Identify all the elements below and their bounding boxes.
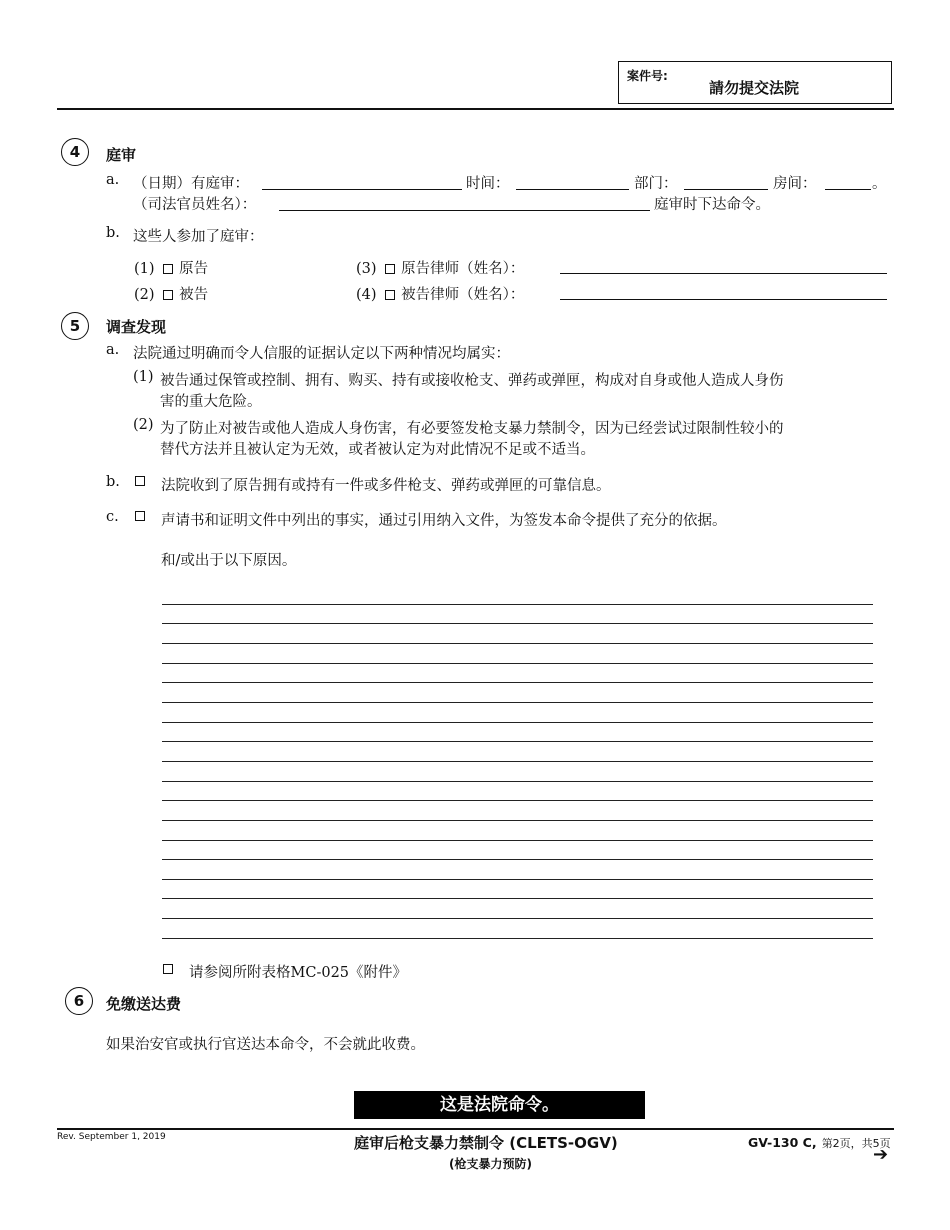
finding-2-line-2: 替代方法并且被认定为无效，或者被认定为对此情况不足或不适当。: [160, 442, 595, 458]
writing-line[interactable]: [162, 859, 873, 860]
writing-line[interactable]: [162, 604, 873, 605]
writing-line[interactable]: [162, 781, 873, 782]
section-5-number: 5: [61, 312, 89, 340]
checkbox-icon[interactable]: [385, 290, 395, 300]
hearing-dept-label: 部门：: [634, 176, 678, 192]
finding-2-line-1: 为了防止对被告或他人造成人身伤害，有必要签发枪支暴力禁制令，因为已经尝试过限制性较小的: [160, 421, 784, 437]
writing-line[interactable]: [162, 938, 873, 939]
writing-line[interactable]: [162, 702, 873, 703]
plaintiff-attorney-name-field[interactable]: [560, 273, 887, 274]
form-subtitle: (枪支暴力预防): [449, 1157, 532, 1171]
section-4b-text: 这些人参加了庭审：: [133, 229, 264, 245]
attendee-defendant[interactable]: [134, 283, 208, 304]
form-code: GV-130 C,: [748, 1135, 817, 1150]
section-6-title: 免缴送达费: [106, 995, 182, 1013]
attendee-plaintiff[interactable]: [134, 257, 208, 278]
court-order-banner: 这是法院命令。: [354, 1091, 645, 1119]
writing-line[interactable]: [162, 840, 873, 841]
section-6-text: 如果治安官或执行官送达本命令，不会就此收费。: [106, 1037, 425, 1053]
writing-line[interactable]: [162, 898, 873, 899]
checkbox-icon[interactable]: [385, 264, 395, 274]
writing-line[interactable]: [162, 879, 873, 880]
writing-line[interactable]: [162, 682, 873, 683]
attendee-label: 被告律师（姓名）：: [401, 287, 525, 303]
checkbox-5c[interactable]: [135, 511, 145, 521]
case-number-label: 案件号:: [627, 69, 668, 83]
hearing-room-field[interactable]: [825, 189, 871, 190]
attendee-defendant-attorney[interactable]: [356, 283, 524, 304]
footer-rule: [57, 1128, 894, 1130]
writing-line[interactable]: [162, 741, 873, 742]
checkbox-attachment[interactable]: [163, 964, 173, 974]
section-4-title: 庭审: [106, 146, 137, 164]
page-info: 第2页，共5页: [821, 1137, 891, 1150]
section-6-number: 6: [65, 987, 93, 1015]
hearing-period: 。: [872, 176, 887, 192]
section-5a-letter: a.: [106, 342, 120, 358]
case-number-box: [618, 61, 892, 104]
section-4-number: 4: [61, 138, 89, 166]
checkbox-icon[interactable]: [163, 290, 173, 300]
arrow-right-icon[interactable]: ➔: [873, 1144, 889, 1165]
hearing-time-label: 时间：: [466, 176, 510, 192]
hearing-date-label: （日期）有庭审：: [133, 176, 249, 192]
section-5-title: 调查发现: [106, 318, 167, 336]
hearing-date-field[interactable]: [262, 189, 462, 190]
checkbox-5b[interactable]: [135, 476, 145, 486]
judicial-officer-label: （司法官员姓名）：: [133, 197, 257, 213]
defendant-attorney-name-field[interactable]: [560, 299, 887, 300]
order-issued-text: 庭审时下达命令。: [654, 197, 770, 213]
writing-line[interactable]: [162, 663, 873, 664]
writing-line[interactable]: [162, 761, 873, 762]
checkbox-icon[interactable]: [163, 264, 173, 274]
hearing-dept-field[interactable]: [684, 189, 768, 190]
section-5a-text: 法院通过明确而令人信服的证据认定以下两种情况均属实：: [133, 346, 510, 362]
finding-1-line-2: 害的重大危险。: [160, 394, 262, 410]
header-rule: [57, 108, 894, 110]
writing-line[interactable]: [162, 643, 873, 644]
writing-line[interactable]: [162, 918, 873, 919]
writing-line[interactable]: [162, 623, 873, 624]
attachment-text: 请参阅所附表格MC-025《附件》: [189, 965, 408, 981]
section-5b-text: 法院收到了原告拥有或持有一件或多件枪支、弹药或弹匣的可靠信息。: [161, 478, 611, 494]
case-number-value: 請勿提交法院: [709, 79, 800, 97]
form-code-page-info: [748, 1132, 891, 1151]
attendee-number: (1): [134, 261, 155, 277]
attendee-plaintiff-attorney[interactable]: [356, 257, 524, 278]
section-5c-text: 声请书和证明文件中列出的事实，通过引用纳入文件，为签发本命令提供了充分的依据。: [161, 513, 727, 529]
finding-2-number: (2): [133, 417, 154, 433]
finding-1-line-1: 被告通过保管或控制、拥有、购买、持有或接收枪支、弹药或弹匣，构成对自身或他人造成人身伤: [160, 373, 784, 389]
attendee-label: 被告: [179, 287, 209, 303]
section-5c-more: 和/或出于以下原因。: [161, 553, 297, 569]
writing-line[interactable]: [162, 820, 873, 821]
writing-line[interactable]: [162, 800, 873, 801]
section-4b-letter: b.: [106, 225, 120, 241]
revision-date: Rev. September 1, 2019: [57, 1132, 166, 1142]
attendee-label: 原告: [179, 261, 209, 277]
section-4a-letter: a.: [106, 172, 120, 188]
attendee-label: 原告律师（姓名）：: [401, 261, 525, 277]
writing-line[interactable]: [162, 722, 873, 723]
attendee-number: (4): [356, 287, 377, 303]
hearing-room-label: 房间：: [773, 176, 817, 192]
section-5b-letter: b.: [106, 474, 120, 490]
form-title: 庭审后枪支暴力禁制令 (CLETS-OGV): [354, 1134, 618, 1152]
judicial-officer-field[interactable]: [279, 210, 650, 211]
attendee-number: (3): [356, 261, 377, 277]
section-5c-letter: c.: [106, 509, 119, 525]
finding-1-number: (1): [133, 369, 154, 385]
hearing-time-field[interactable]: [516, 189, 629, 190]
attendee-number: (2): [134, 287, 155, 303]
